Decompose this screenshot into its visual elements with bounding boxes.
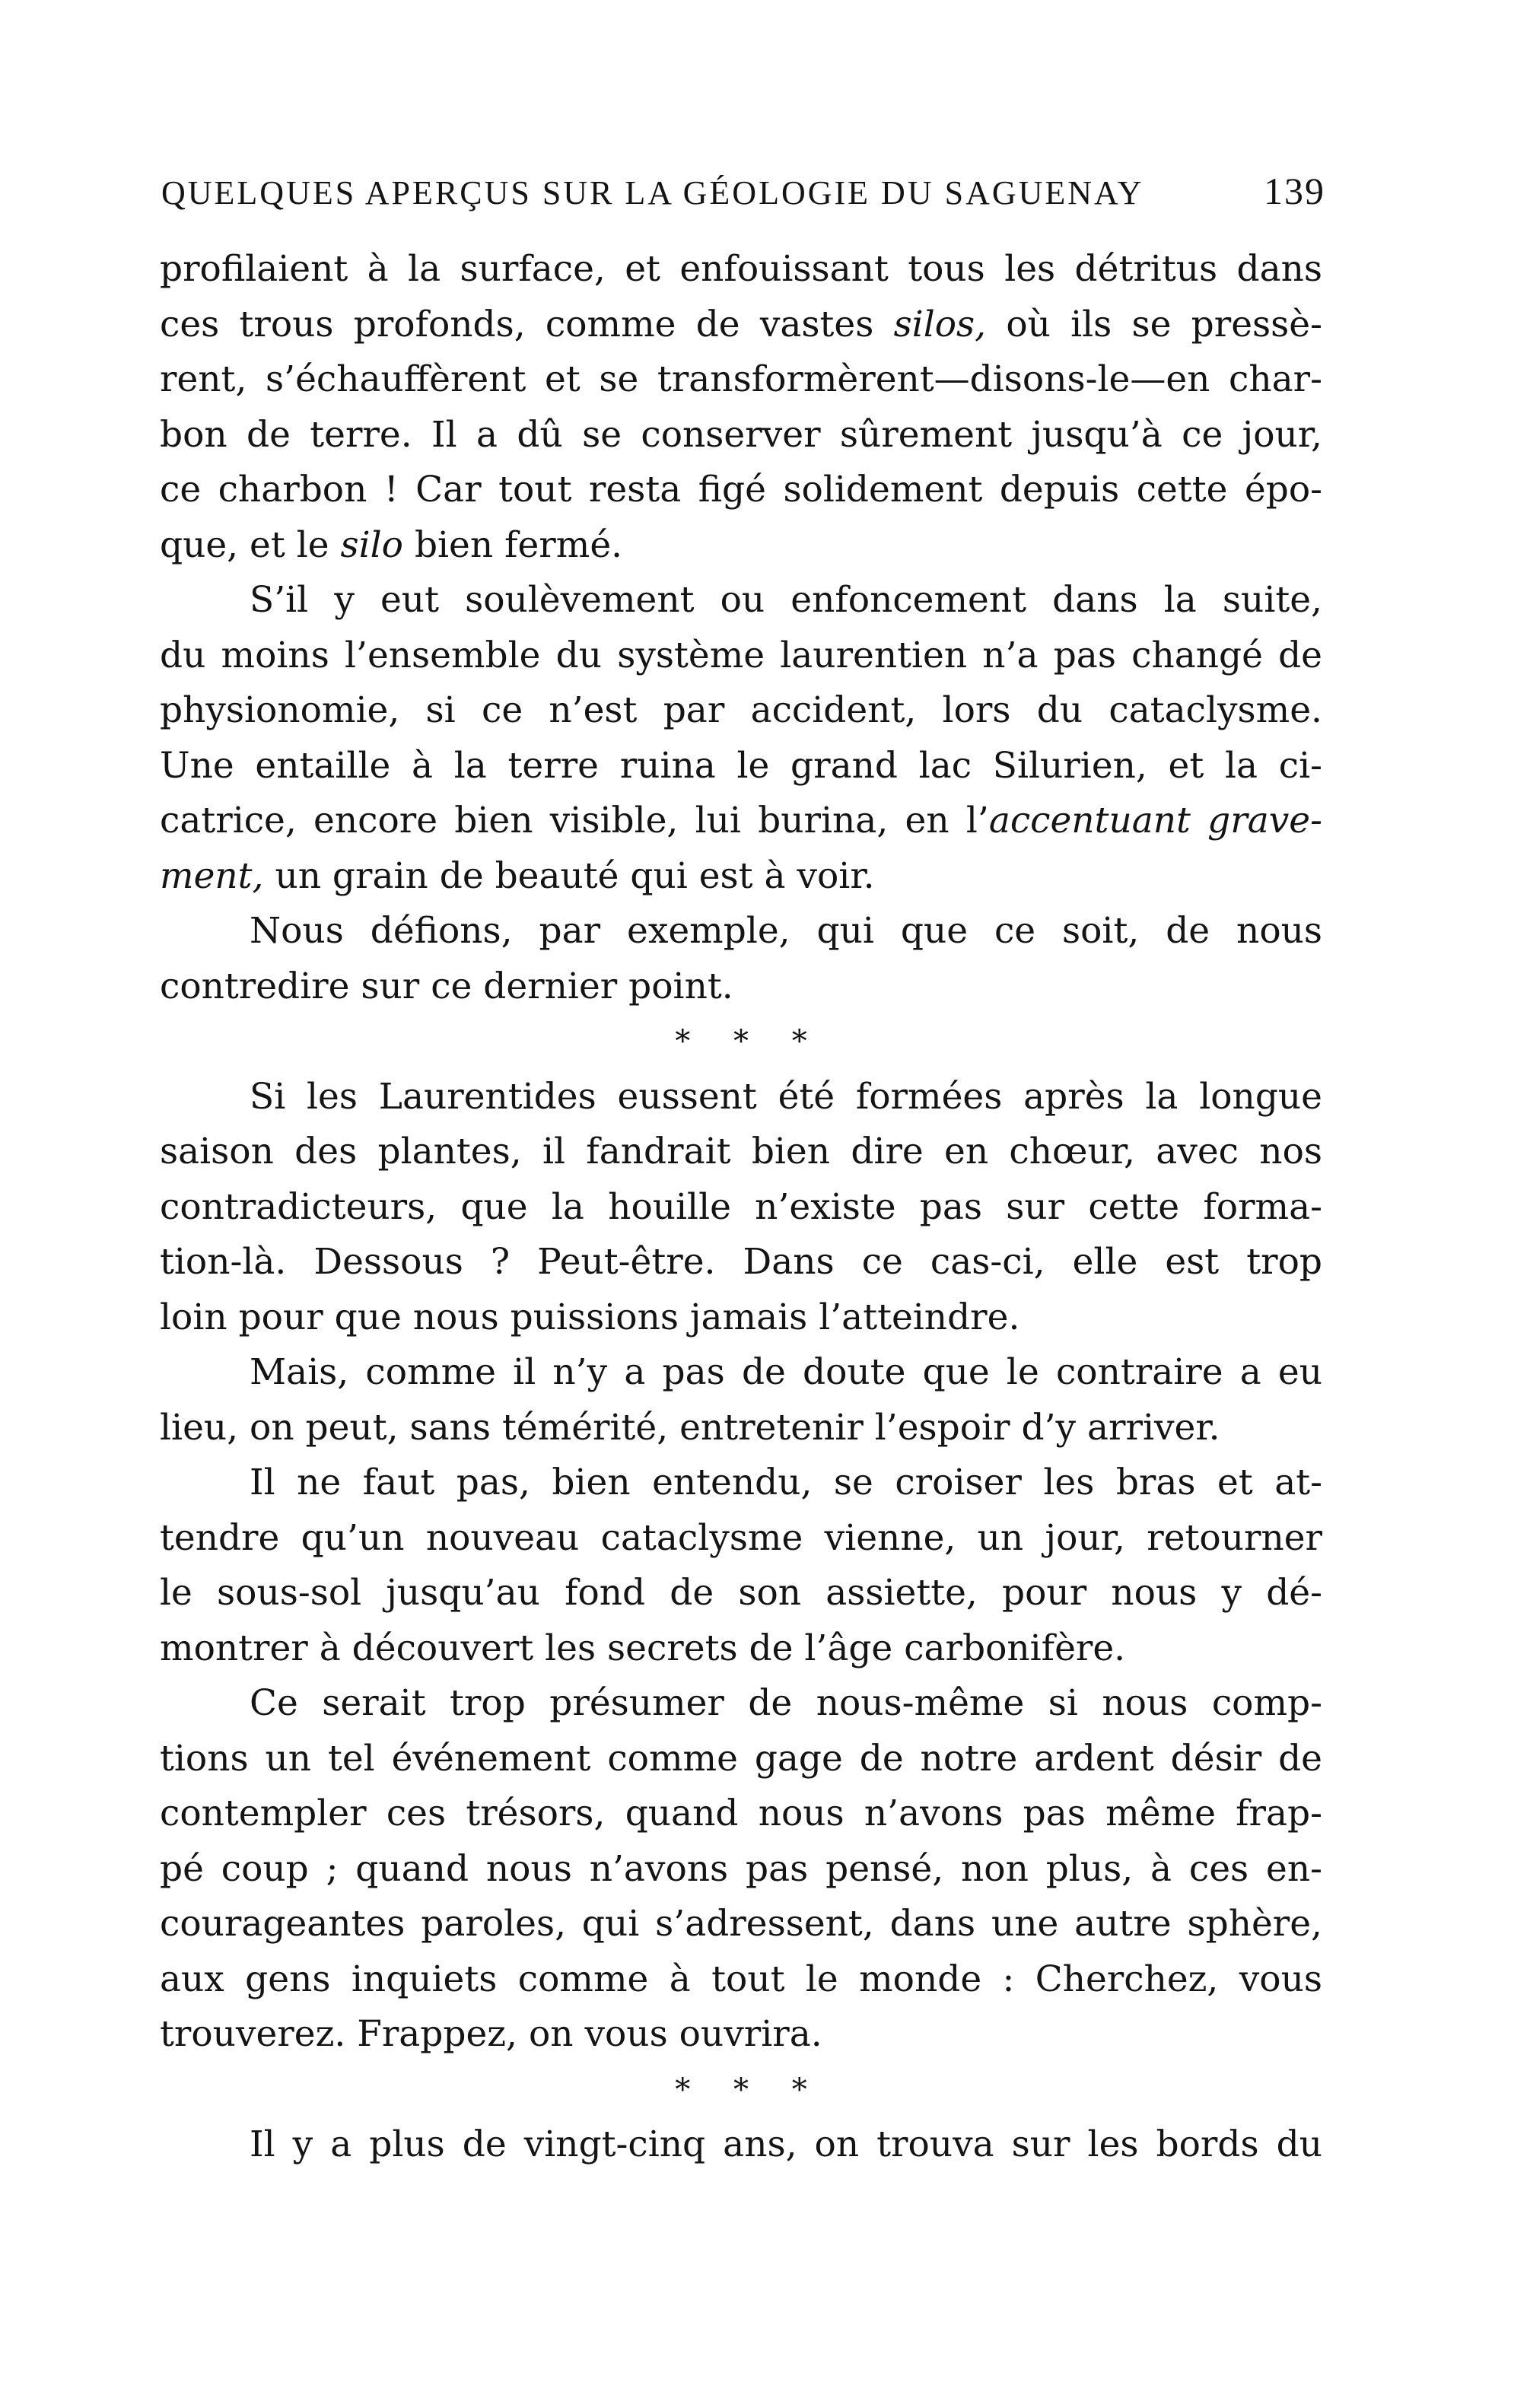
text-line: physionomie, si ce n’est par accident, lors du cataclysme. [160,689,1322,731]
text-line: Si les Laurentides eussent été formées après la longue [250,1075,1322,1118]
text-line: trouverez. Frappez, on vous ouvrira. [160,2013,822,2055]
text-line: Il y a plus de vingt-cinq ans, on trouva sur les bords du [250,2123,1322,2165]
text-line: saison des plantes, il fandrait bien dire en chœur, avec nos [160,1131,1322,1172]
text-line: le sous-sol jusqu’au fond de son assiette, pour nous y dé- [160,1572,1322,1614]
running-head [161,169,1325,222]
running-title: QUELQUES APERÇUS SUR LA GÉOLOGIE DU SAGUENAY [161,174,1144,212]
section-separator: * * * [675,2072,824,2107]
text-line: loin pour que nous puissions jamais l’atteindre. [160,1296,1020,1338]
text-line: ment, un grain de beauté qui est à voir. [160,854,875,897]
text-line: tion-là. Dessous ? Peut-être. Dans ce cas-ci, elle est trop [160,1241,1322,1283]
section-separator: * * * [675,1024,824,1059]
text-line: S’il y eut soulèvement ou enfoncement dans la suite, [250,579,1322,621]
text-line: contempler ces trésors, quand nous n’avons pas même frap- [160,1792,1322,1834]
text-line: Mais, comme il n’y a pas de doute que le contraire a eu [250,1351,1322,1393]
text-line: contredire sur ce dernier point. [160,965,733,1007]
text-line: contradicteurs, que la houille n’existe pas sur cette forma- [160,1185,1322,1228]
text-line: tions un tel événement comme gage de notre ardent désir de [160,1737,1322,1780]
text-line: du moins l’ensemble du système laurentien n’a pas changé de [160,634,1322,676]
text-line: ces trous profonds, comme de vastes silos, où ils se pressè- [160,303,1322,345]
italic-term: ment, [160,854,264,897]
text-line: Ce serait trop présumer de nous-même si nous comp- [250,1682,1322,1724]
text-line: bon de terre. Il a dû se conserver sûrement jusqu’à ce jour, [160,413,1322,456]
page-number: 139 [1264,170,1325,212]
text-line: tendre qu’un nouveau cataclysme vienne, un jour, retourner [160,1516,1322,1559]
italic-term: accentuant grave- [988,800,1322,841]
body-text [160,242,1322,2173]
text-line: Nous défions, par exemple, qui que ce soit, de nous [250,910,1322,952]
text-line: montrer à découvert les secrets de l’âge carbonifère. [160,1627,1126,1669]
text-line: aux gens inquiets comme à tout le monde : Cherchez, vous [160,1958,1322,2000]
text-line: Une entaille à la terre ruina le grand lac Silurien, et la ci- [160,744,1322,787]
italic-term: silos, [893,303,987,345]
text-line: rent, s’échauffèrent et se transformèrent—disons-le—en char- [160,358,1322,400]
text-line: pé coup ; quand nous n’avons pas pensé, non plus, à ces en- [160,1847,1322,1890]
text-line: ce charbon ! Car tout resta figé solidement depuis cette épo- [160,469,1322,511]
text-line: Il ne faut pas, bien entendu, se croiser les bras et at- [250,1462,1322,1503]
text-line: courageantes paroles, qui s’adressent, dans une autre sphère, [160,1903,1322,1945]
text-line: profilaient à la surface, et enfouissant tous les détritus dans [160,248,1322,290]
text-line: catrice, encore bien visible, lui burina, en l’accentuant grave- [160,800,1322,841]
text-line: que, et le silo bien fermé. [160,523,623,566]
italic-term: silo [340,523,403,566]
text-line: lieu, on peut, sans témérité, entretenir l’espoir d’y arriver. [160,1406,1220,1449]
